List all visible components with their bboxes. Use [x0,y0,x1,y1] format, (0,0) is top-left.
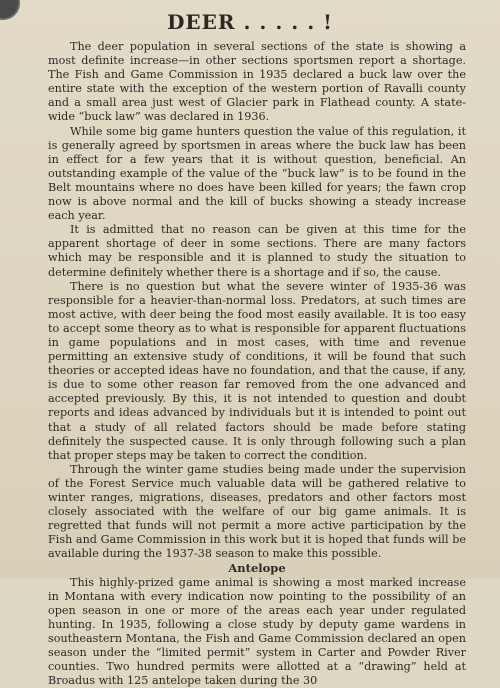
paragraph: It is admitted that no reason can be given at this time for the apparent shortage of deer in some sections. There are many factors which may be responsible and it is planned to study the situation to determine definitely whether there is a shortage and if so, the cause. [48,223,466,279]
page-title: DEER . . . . . ! [167,10,333,34]
paragraph: Through the winter game studies being made under the supervision of the Forest Service much valuable data will be gathered relative to winter ranges, migrations, diseases, predators and other factors most closely associated with the welfare of our big game animals. It is regretted that funds will not permit a more active participation by the Fish and Game Commission in this work but it is hoped that funds will be available during the 1937-38 season to make this possible. [48,462,466,561]
paragraph: This highly-prized game animal is showing a most marked increase in Montana with every indication now pointing to the possibility of an open season in one or more of the areas each year under regulated hunting. In 1935, following a close study by deputy game wardens in southeastern Montana, the Fish and Game Commission declared an open season under the “limited permit” system in Carter and Powder River counties. Two hundred permits were allotted at a “drawing” held at Broadus with 125 antelope taken during the 30 [48,575,466,688]
paragraph: While some big game hunters question the value of this regulation, it is generally agreed by sportsmen in areas where the buck law has been in effect for a few years that it is without question, beneficial. An outstanding example of the value of the “buck law” is to be found in the Belt mountains where no does have been killed for years; the fawn crop now is above normal and the kill of bucks showing a steady increase each year. [48,124,466,223]
paragraph: There is no question but what the severe winter of 1935-36 was responsible for a heavier-than-normal loss. Predators, at such times are most active, with deer being the food most easily available. It is too easy to accept some theory as to what is responsible for apparent fluctuations in game populations and in most cases, with time and revenue permitting an extensive study of conditions, it will be found that such theories or accepted ideas have no foundation, and that the cause, if any, is due to some other reason far removed from the one advanced and accepted previously. By this, it is not intended to question and doubt reports and ideas advanced by individuals but it is intended to point out that a study of all related factors should be made before stating definitely the suspected cause. It is only through following such a plan that proper steps may be taken to correct the condition. [48,279,466,462]
section-heading-antelope: Antelope [228,561,286,576]
article-body [48,40,466,688]
paragraph: The deer population in several sections of the state is showing a most definite increase—in other sections sportsmen report a shortage. The Fish and Game Commission in 1935 declared a buck law over the entire state with the exception of the western portion of Ravalli county and a small area just west of Glacier park in Flathead county. A state-wide “buck law” was declared in 1936. [48,40,466,124]
